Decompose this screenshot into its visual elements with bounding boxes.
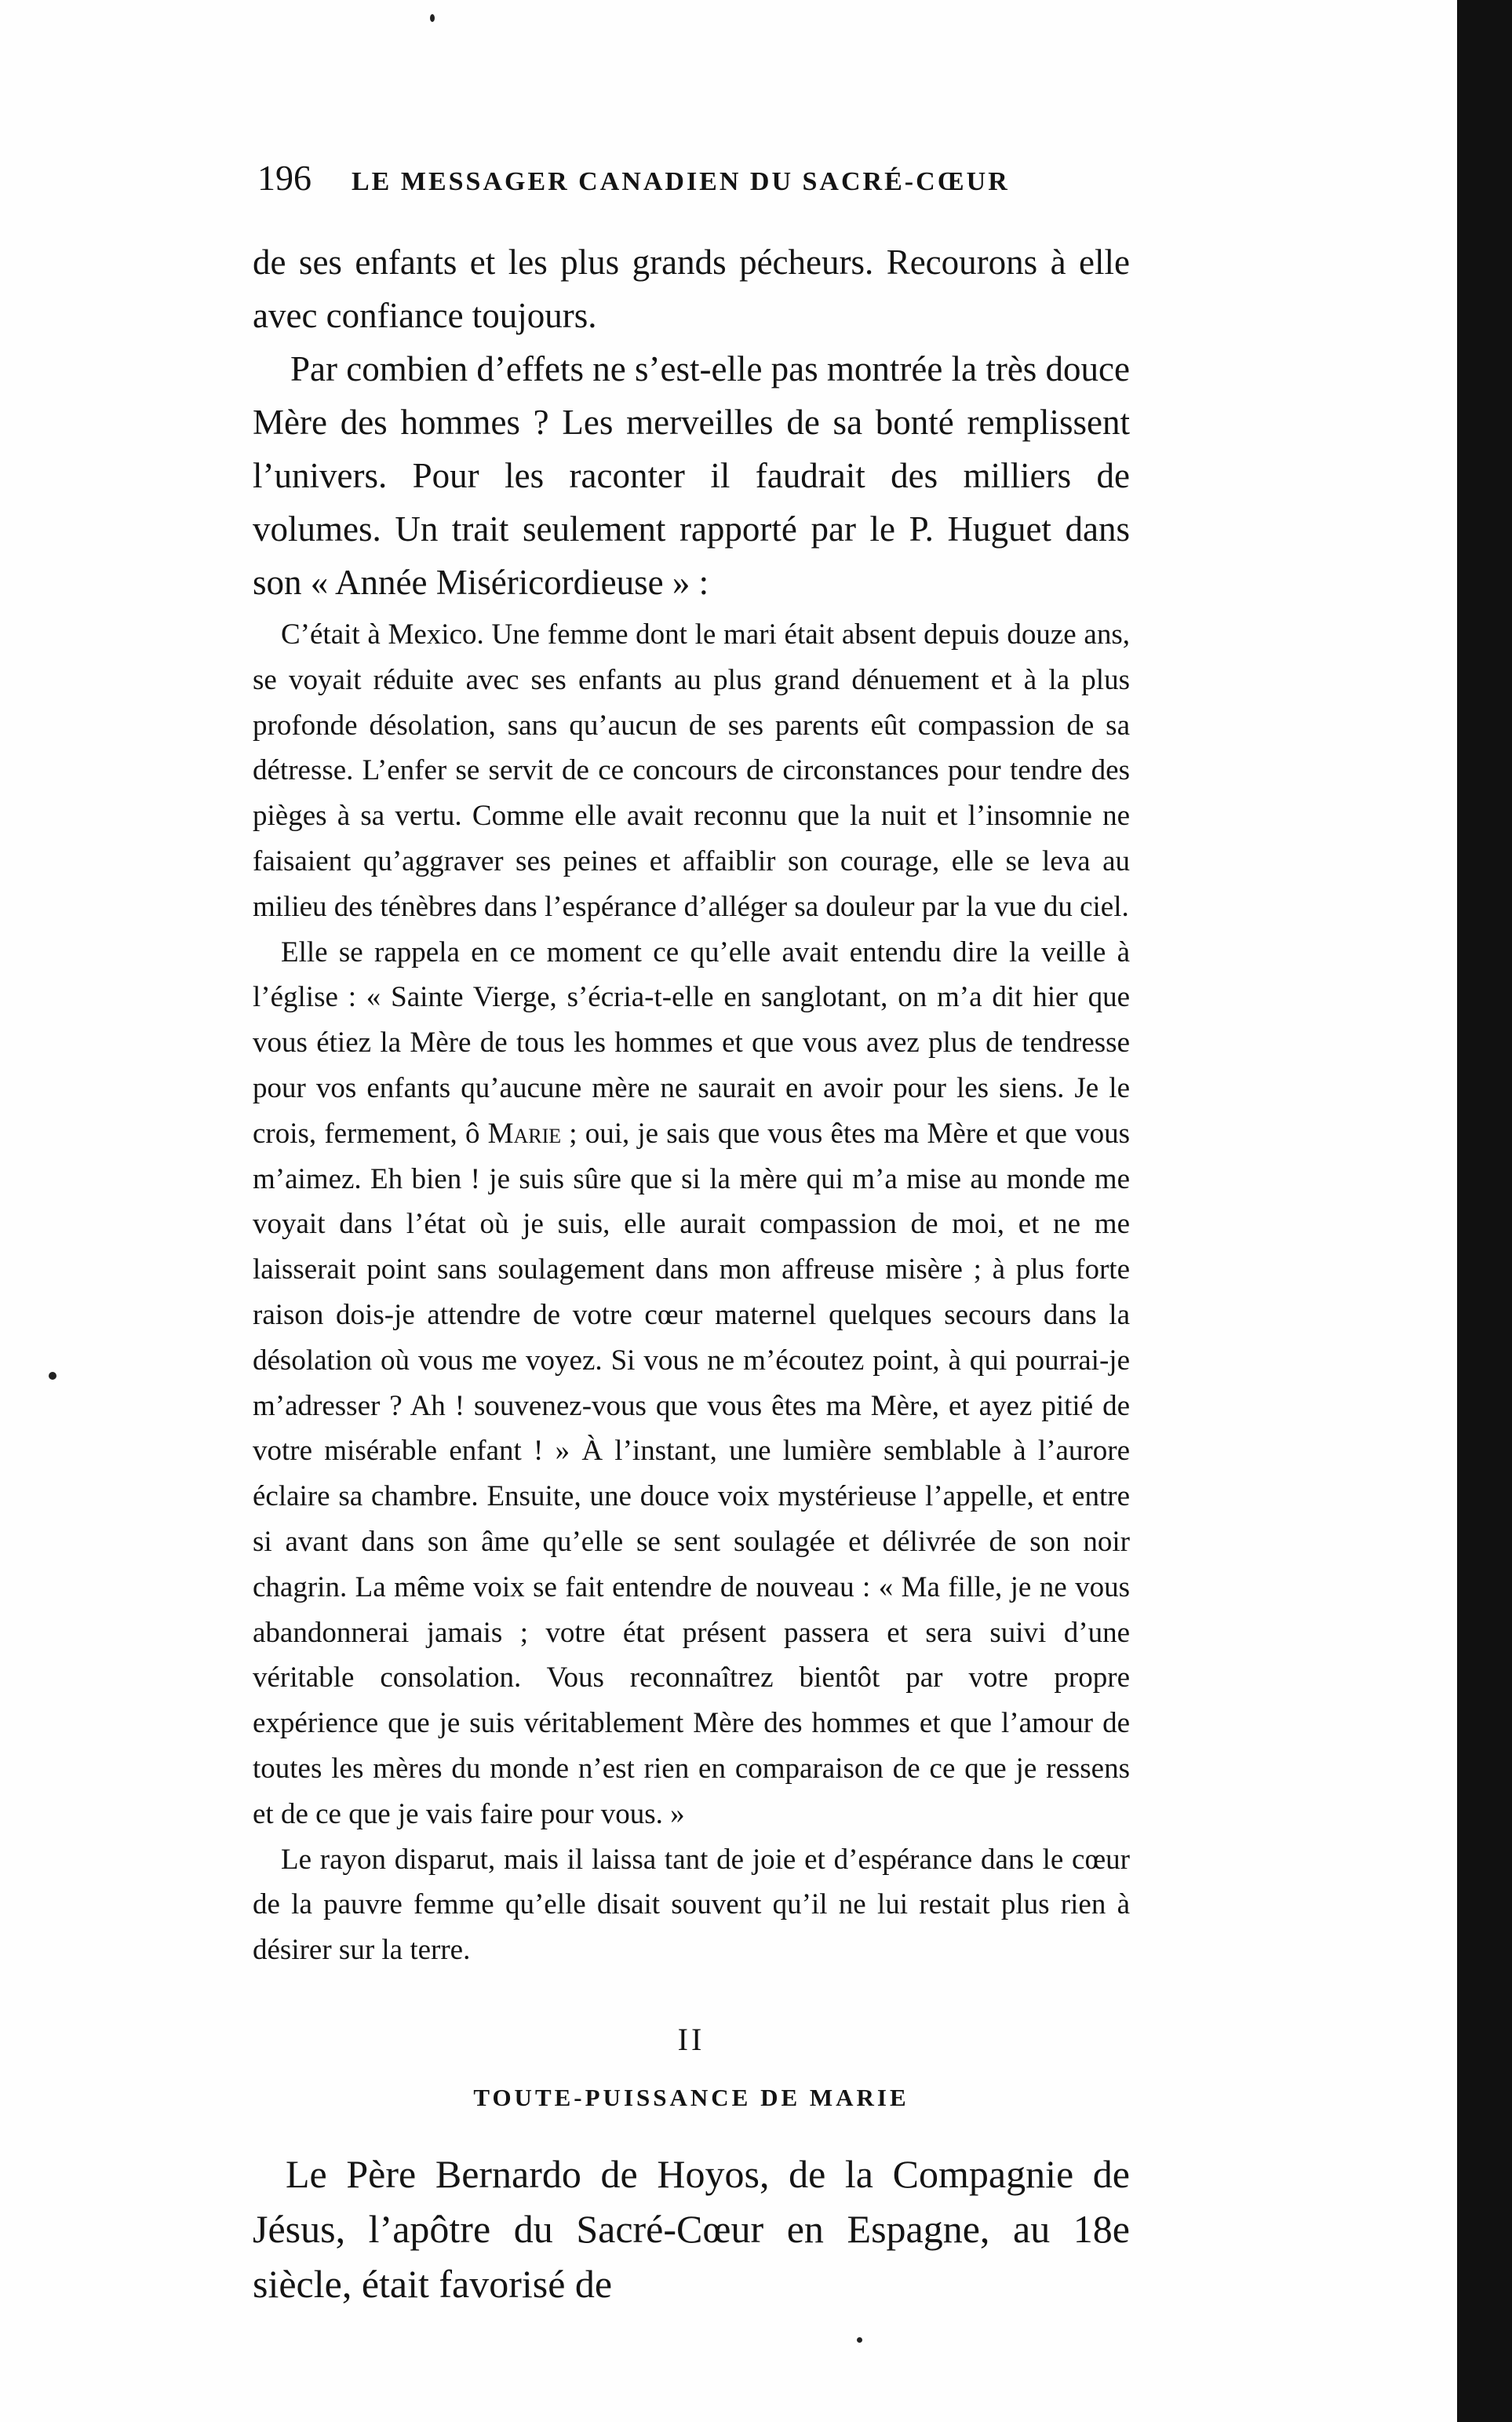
narrative-paragraphs: [253, 612, 1130, 1973]
marie-small-caps: Marie: [487, 1117, 562, 1150]
scan-speck: [49, 1372, 56, 1380]
paragraph-3: C’était à Mexico. Une femme dont le mari était absent depuis douze ans, se voyait réduite avec ses enfants au plus grand dénuement et à la plus profonde désolation, sans qu’aucun de ses parents eût compassion de sa détresse. L’enfer se servit de ce concours de circonstances pour tendre des pièges à sa vertu. Comme elle avait reconnu que la nuit et l’insomnie ne faisaient qu’aggraver ses peines et affaiblir son courage, elle se leva au milieu des ténèbres dans l’espérance d’alléger sa douleur par la vue du ciel.: [253, 618, 1130, 923]
page-number: 196: [257, 158, 312, 198]
paragraph-4: [253, 930, 1130, 1837]
section-title: TOUTE-PUISSANCE DE MARIE: [473, 2084, 909, 2111]
section-number: II: [677, 2022, 705, 2057]
running-title: LE MESSAGER CANADIEN DU SACRÉ-CŒUR: [352, 167, 1010, 196]
paragraph-4-part-1: Elle se rappela en ce moment ce qu’elle avait entendu dire la veille à l’église : « Sainte Vierge, s’écria-t-elle en sanglotant, on m’a dit hier que vous étiez la Mère de tous les hommes et que vous avez plus de tendresse pour vos enfants qu’aucune mère ne saurait en avoir pour les siens. Je le crois, fermement, ô: [253, 936, 1130, 1150]
paragraph-2: Par combien d’effets ne s’est-elle pas montrée la très douce Mère des hommes ? Les merveilles de sa bonté remplissent l’univers. Pour les raconter il faudrait des milliers de volumes. Un trait seulement rapporté par le P. Huguet dans son « Année Miséricordieuse » :: [253, 349, 1131, 602]
opening-paragraphs: [253, 235, 1130, 609]
paragraph-4-part-2: ; oui, je sais que vous êtes ma Mère et que vous m’aimez. Eh bien ! je suis sûre que si la mère qui m’a mise au monde me voyait dans l’état où je suis, elle aurait compassion de moi, et ne me laisserait point sans soulagement dans mon affreuse misère ; à plus forte raison dois-je attendre de votre cœur maternel quelques secours dans la désolation où vous me voyez. Si vous ne m’écoutez point, à qui pourrai-je m’adresser ? Ah ! souvenez-vous que vous êtes ma Mère, et ayez pitié de votre misérable enfant ! » À l’instant, une lumière semblable à l’aurore éclaire sa chambre. Ensuite, une douce voix mystérieuse l’appelle, et entre si avant dans son âme qu’elle se sent soulagée et délivrée de son noir chagrin. La même voix se fait entendre de nouveau : « Ma fille, je ne vous abandonnerai jamais ; votre état présent passera et sera suivi d’une véritable consolation. Vous reconnaîtrez bientôt par votre propre expérience que je suis véritablement Mère des hommes et que l’amour de toutes les mères du monde n’est rien en comparaison de ce que je ressens et de ce que je vais faire pour vous. »: [253, 1117, 1130, 1830]
paragraph-6: Le Père Bernardo de Hoyos, de la Compagnie de Jésus, l’apôtre du Sacré-Cœur en Espagne, au 18e siècle, était favorisé de: [253, 2152, 1130, 2306]
paragraph-5: Le rayon disparut, mais il laissa tant de joie et d’espérance dans le cœur de la pauvre femme qu’elle disait souvent qu’il ne lui restait plus rien à désirer sur la terre.: [253, 1843, 1130, 1967]
closing-paragraph: [253, 2147, 1130, 2311]
page-header: [257, 157, 1222, 204]
scan-speck: [857, 2337, 862, 2343]
paragraph-1: de ses enfants et les plus grands pécheurs. Recourons à elle avec confiance toujours.: [253, 243, 1130, 335]
scan-speck: [430, 14, 435, 22]
page-edge-shadow: [1457, 0, 1512, 2422]
